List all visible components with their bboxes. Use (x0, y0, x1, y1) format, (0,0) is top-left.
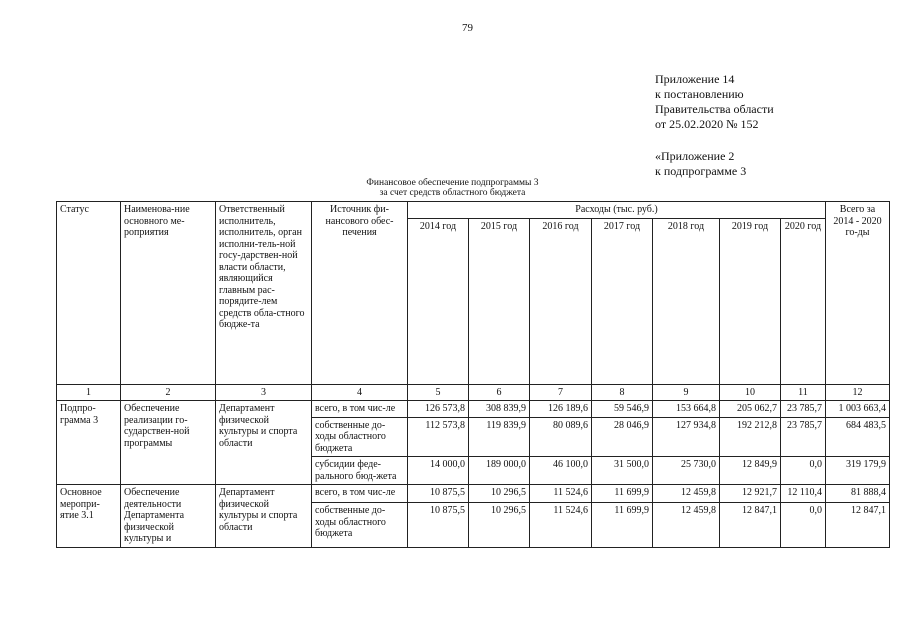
value-cell: 11 524,6 (530, 503, 592, 547)
source-cell: собственные до-ходы областного бюджета (312, 503, 408, 547)
value-cell: 10 875,5 (408, 485, 469, 503)
status-cell: Основное меропри-ятие 3.1 (57, 485, 121, 548)
annex-subheader (655, 149, 746, 179)
value-cell: 126 189,6 (530, 401, 592, 418)
year-header: 2020 год (781, 219, 826, 385)
value-cell: 12 847,1 (720, 503, 781, 547)
value-cell: 112 573,8 (408, 417, 469, 457)
value-cell: 80 089,6 (530, 417, 592, 457)
value-cell: 205 062,7 (720, 401, 781, 418)
value-cell: 119 839,9 (469, 417, 530, 457)
column-number: 2 (121, 385, 216, 401)
value-cell: 11 699,9 (592, 485, 653, 503)
col-status-header: Статус (57, 202, 121, 385)
table-row (57, 401, 890, 418)
measure-cell: Обеспечение деятельности Департамента физической культуры и (121, 485, 216, 548)
annex-sub-line: к подпрограмме 3 (655, 164, 747, 178)
annex-line: к постановлению (655, 87, 744, 101)
year-header: 2015 год (469, 219, 530, 385)
table-title (0, 178, 905, 198)
annex-header (655, 72, 774, 132)
col-total-header: Всего за 2014 - 2020 го-ды (826, 202, 890, 385)
column-number: 7 (530, 385, 592, 401)
value-cell: 10 296,5 (469, 503, 530, 547)
col-source-header: Источник фи-нансового обес-печения (312, 202, 408, 385)
year-header: 2014 год (408, 219, 469, 385)
year-header: 2018 год (653, 219, 720, 385)
value-cell: 23 785,7 (781, 417, 826, 457)
value-cell: 14 000,0 (408, 457, 469, 485)
column-number: 6 (469, 385, 530, 401)
source-cell: всего, в том чис-ле (312, 401, 408, 418)
column-numbers-row (57, 385, 890, 401)
header-row (57, 202, 890, 219)
value-cell: 10 296,5 (469, 485, 530, 503)
col-measure-header: Наименова-ние основного ме-роприятия (121, 202, 216, 385)
year-header: 2016 год (530, 219, 592, 385)
value-cell: 59 546,9 (592, 401, 653, 418)
column-number: 9 (653, 385, 720, 401)
annex-line: от 25.02.2020 № 152 (655, 117, 759, 131)
annex-line: Приложение 14 (655, 72, 735, 86)
value-cell: 12 459,8 (653, 485, 720, 503)
column-number: 12 (826, 385, 890, 401)
value-cell: 31 500,0 (592, 457, 653, 485)
value-cell: 12 110,4 (781, 485, 826, 503)
value-cell: 308 839,9 (469, 401, 530, 418)
value-cell: 28 046,9 (592, 417, 653, 457)
column-number: 8 (592, 385, 653, 401)
annex-line: Правительства области (655, 102, 774, 116)
status-cell: Подпро-грамма 3 (57, 401, 121, 485)
value-cell: 153 664,8 (653, 401, 720, 418)
year-header: 2017 год (592, 219, 653, 385)
total-cell: 1 003 663,4 (826, 401, 890, 418)
table-row (57, 485, 890, 503)
col-expenses-header: Расходы (тыс. руб.) (408, 202, 826, 219)
source-cell: собственные до-ходы областного бюджета (312, 417, 408, 457)
value-cell: 23 785,7 (781, 401, 826, 418)
total-cell: 81 888,4 (826, 485, 890, 503)
col-executor-header: Ответственный исполнитель, исполнитель, орган исполни-тель-ной госу-дарствен-ной власти области, являющийся главным рас-порядите-лем средств обла-стного бюдже-та (216, 202, 312, 385)
value-cell: 46 100,0 (530, 457, 592, 485)
column-number: 5 (408, 385, 469, 401)
value-cell: 11 699,9 (592, 503, 653, 547)
source-cell: субсидии феде-рального бюд-жета (312, 457, 408, 485)
financing-table (56, 201, 890, 548)
column-number: 11 (781, 385, 826, 401)
value-cell: 0,0 (781, 503, 826, 547)
value-cell: 0,0 (781, 457, 826, 485)
value-cell: 12 459,8 (653, 503, 720, 547)
total-cell: 319 179,9 (826, 457, 890, 485)
annex-sub-line: «Приложение 2 (655, 149, 735, 163)
value-cell: 25 730,0 (653, 457, 720, 485)
column-number: 4 (312, 385, 408, 401)
source-cell: всего, в том чис-ле (312, 485, 408, 503)
executor-cell: Департамент физической культуры и спорта области (216, 401, 312, 485)
value-cell: 12 849,9 (720, 457, 781, 485)
value-cell: 126 573,8 (408, 401, 469, 418)
total-cell: 12 847,1 (826, 503, 890, 547)
executor-cell: Департамент физической культуры и спорта области (216, 485, 312, 548)
value-cell: 11 524,6 (530, 485, 592, 503)
column-number: 10 (720, 385, 781, 401)
value-cell: 12 921,7 (720, 485, 781, 503)
measure-cell: Обеспечение реализации го-сударствен-ной программы (121, 401, 216, 485)
value-cell: 192 212,8 (720, 417, 781, 457)
value-cell: 127 934,8 (653, 417, 720, 457)
table-title-line1: Финансовое обеспечение подпрограммы 3 (366, 178, 539, 188)
column-number: 1 (57, 385, 121, 401)
column-number: 3 (216, 385, 312, 401)
value-cell: 189 000,0 (469, 457, 530, 485)
table-title-line2: за счет средств областного бюджета (379, 188, 526, 198)
year-header: 2019 год (720, 219, 781, 385)
page-number: 79 (462, 22, 473, 34)
total-cell: 684 483,5 (826, 417, 890, 457)
value-cell: 10 875,5 (408, 503, 469, 547)
